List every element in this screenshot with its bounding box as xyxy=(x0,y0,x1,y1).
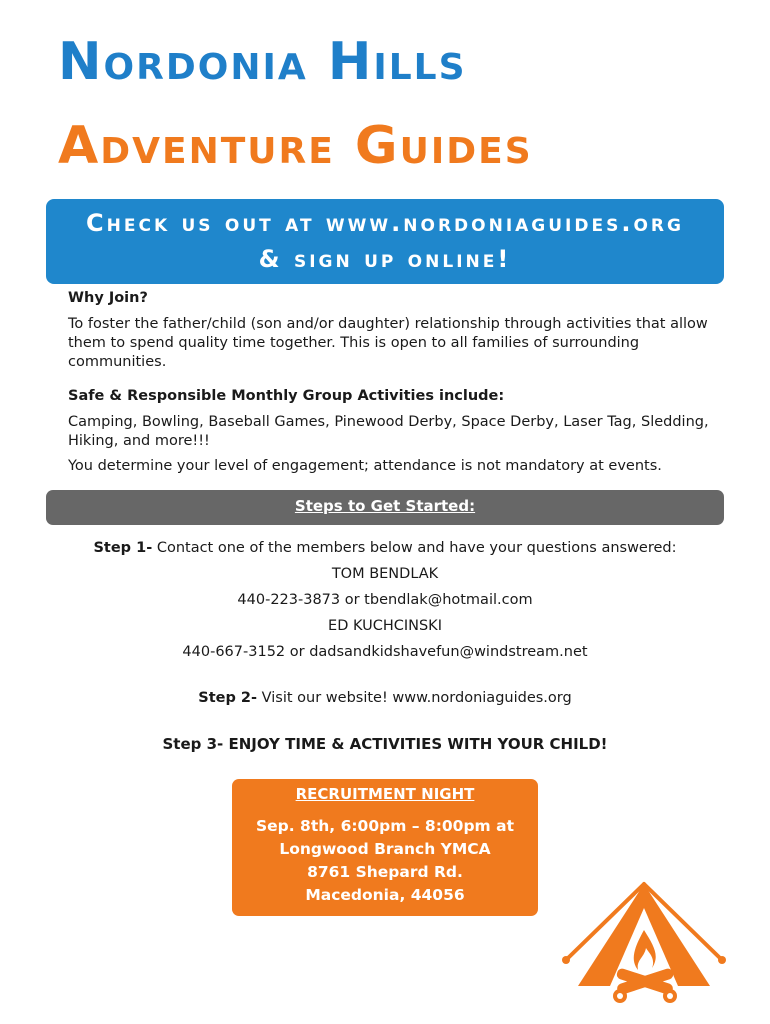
why-join-body: To foster the father/child (son and/or daughter) relationship through activities that allow them to spend quality time together. This is open to all families of surrounding communities. xyxy=(68,316,708,370)
step-3: Step 3- ENJOY TIME & ACTIVITIES WITH YOUR CHILD! xyxy=(162,735,608,753)
recruitment-line-4: Macedonia, 44056 xyxy=(305,886,465,904)
activities-list: Camping, Bowling, Baseball Games, Pinewood Derby, Space Derby, Laser Tag, Sledding, Hiking, and more!!! xyxy=(68,414,709,449)
contact-2-name: ED KUCHCINSKI xyxy=(328,618,442,634)
title-line-2: Adventure Guides xyxy=(58,116,533,176)
contact-1-name: TOM BENDLAK xyxy=(331,566,439,582)
tent-campfire-icon xyxy=(560,878,728,1012)
step-1-label: Step 1- xyxy=(93,540,153,556)
recruitment-line-1: Sep. 8th, 6:00pm – 8:00pm at xyxy=(256,817,514,835)
engagement-note: You determine your level of engagement; attendance is not mandatory at events. xyxy=(68,458,662,474)
step-1 xyxy=(0,540,770,556)
banner-line-1: Check us out at www.nordoniaguides.org xyxy=(86,209,684,237)
step-1-text: Contact one of the members below and have your questions answered: xyxy=(156,540,677,556)
activities-heading: Safe & Responsible Monthly Group Activities include: xyxy=(68,388,505,404)
recruitment-heading: RECRUITMENT NIGHT xyxy=(295,785,475,803)
website-banner xyxy=(46,199,724,284)
step-2-text: Visit our website! www.nordoniaguides.org xyxy=(261,690,572,706)
steps-bar xyxy=(46,490,724,525)
contact-1-info: 440-223-3873 or tbendlak@hotmail.com xyxy=(237,592,533,608)
banner-line-2: & sign up online! xyxy=(258,245,512,273)
recruitment-line-3: 8761 Shepard Rd. xyxy=(307,863,463,881)
recruitment-box xyxy=(232,779,538,916)
recruitment-line-2: Longwood Branch YMCA xyxy=(279,840,491,858)
step-2-label: Step 2- xyxy=(198,690,258,706)
title-line-1: Nordonia Hills xyxy=(58,32,467,92)
contact-2-info: 440-667-3152 or dadsandkidshavefun@windstream.net xyxy=(182,644,588,660)
why-join-heading: Why Join? xyxy=(68,290,148,306)
steps-heading: Steps to Get Started: xyxy=(294,497,476,515)
step-2 xyxy=(0,690,770,706)
